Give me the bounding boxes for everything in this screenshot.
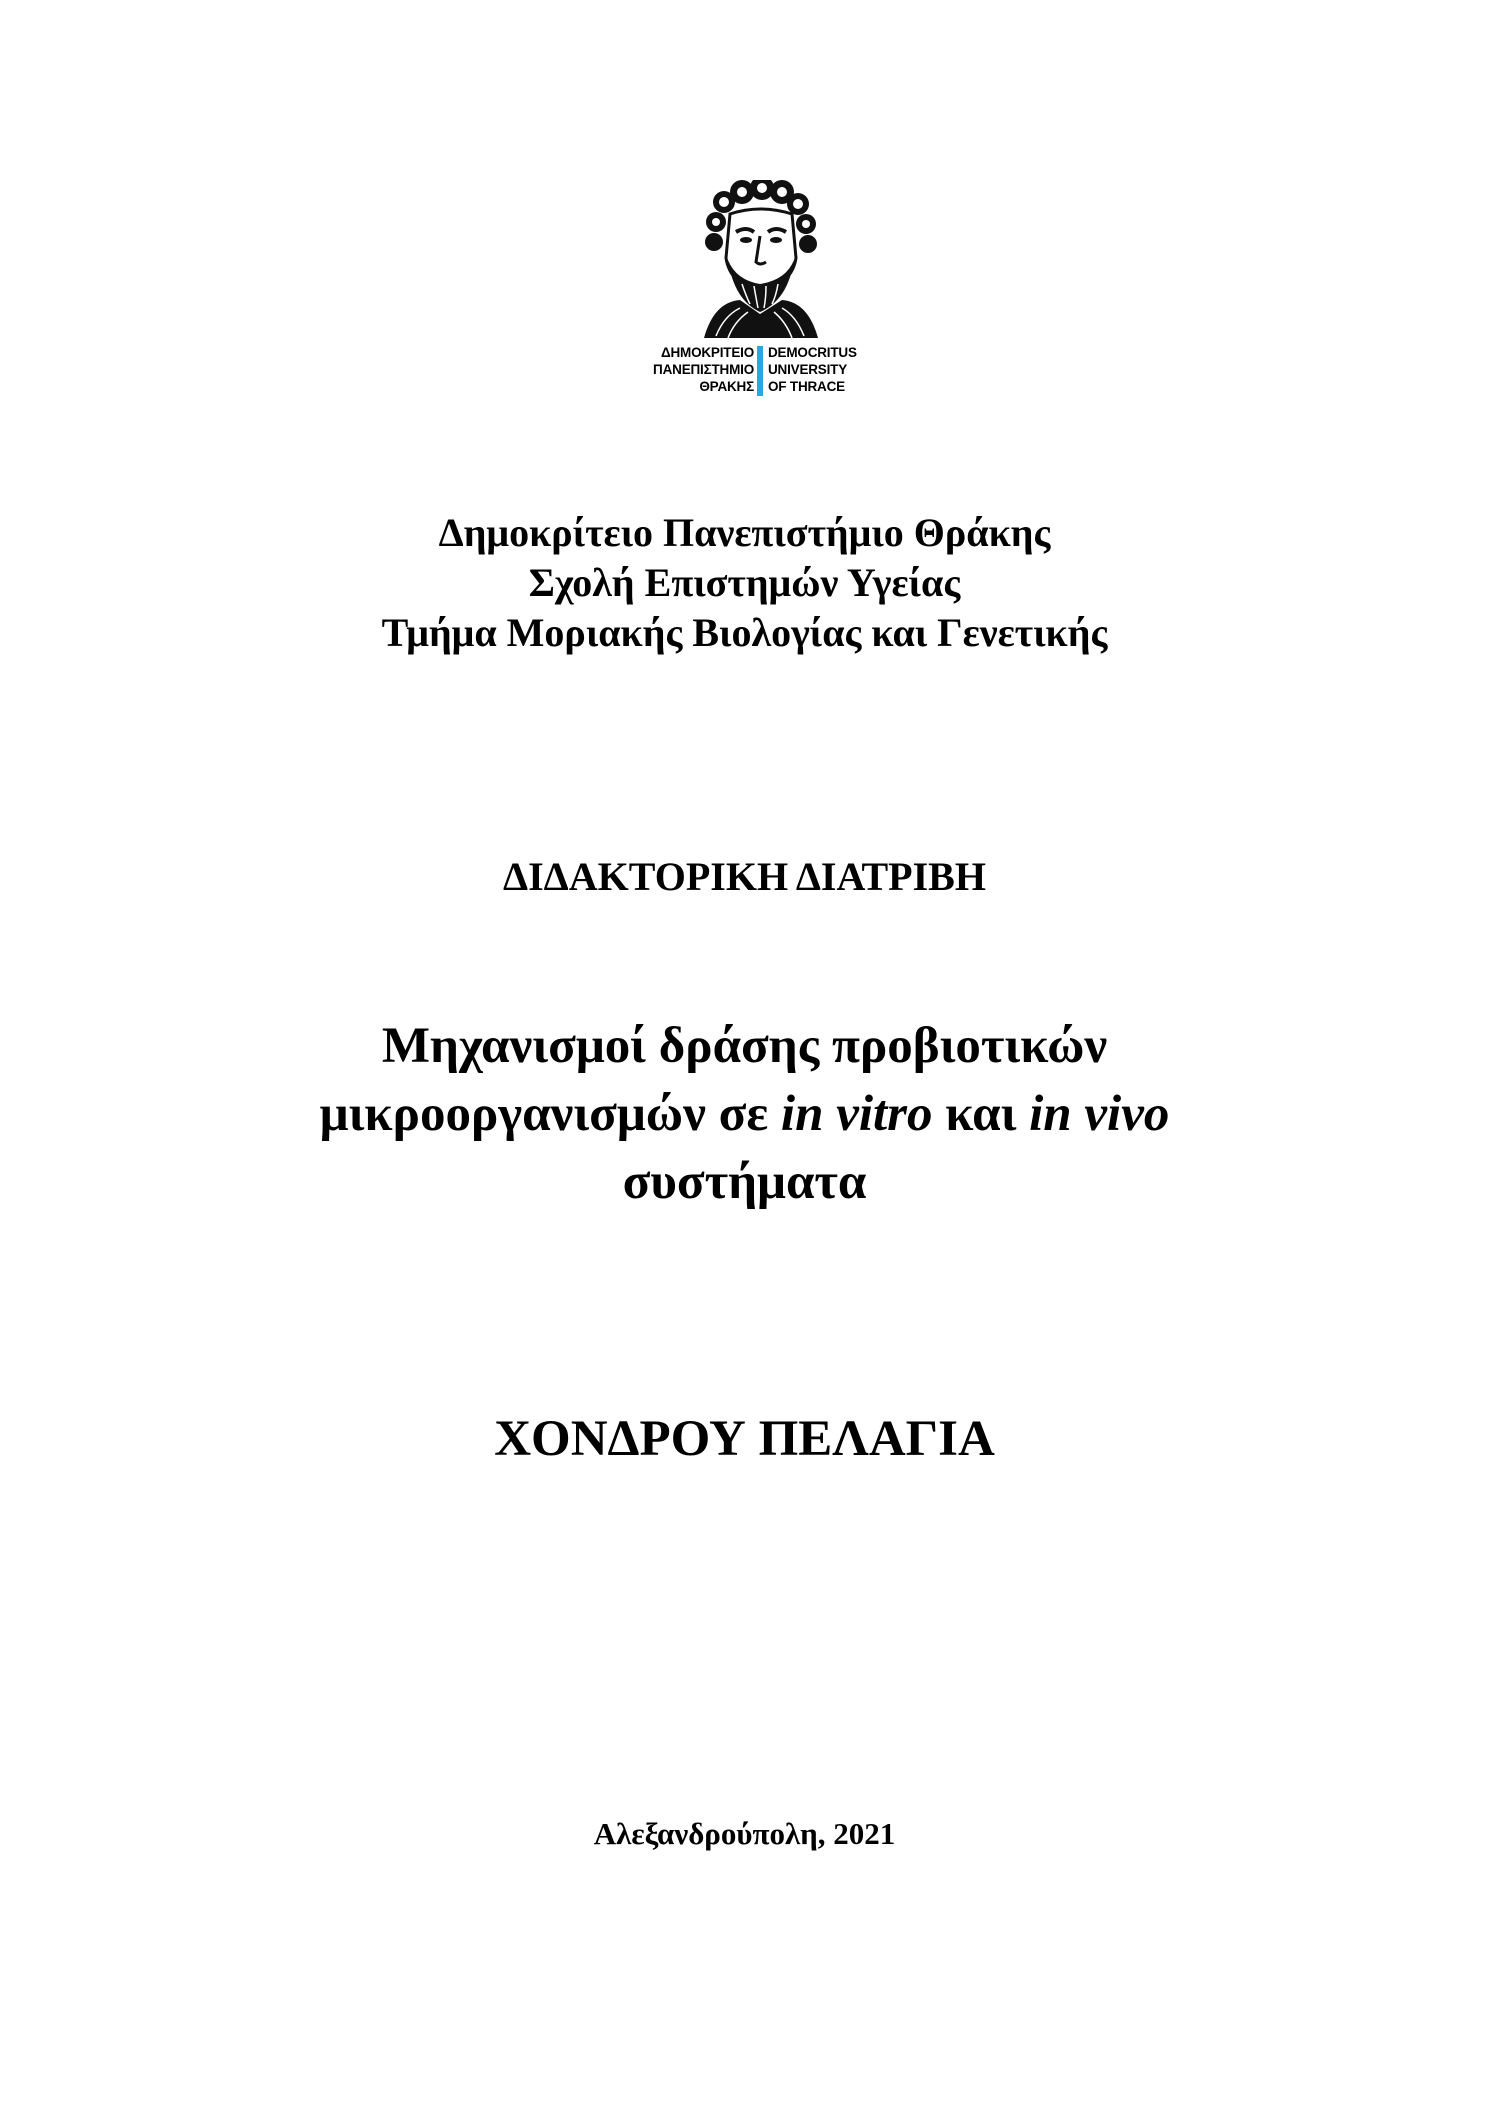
university-name: Δημοκρίτειο Πανεπιστήμιο Θράκης [438, 510, 1051, 555]
logo-greek-name [653, 344, 754, 395]
title-line-2 [0, 1080, 1489, 1148]
logo-english-line: DEMOCRITUS [768, 345, 857, 360]
thesis-type: ΔΙΔΑΚΤΟΡΙΚΗ ΔΙΑΤΡΙΒΗ [503, 854, 986, 899]
title-line-2-text: μικροοργανισμών σε [319, 1086, 781, 1142]
title-line-1: Μηχανισμοί δράσης προβιοτικών [381, 1018, 1108, 1074]
democritus-bust-icon [694, 180, 826, 338]
school-name: Σχολή Επιστημών Υγείας [528, 560, 961, 605]
title-italic-in-vivo: in vivo [1029, 1086, 1170, 1142]
title-line-3: συστήματα [622, 1154, 867, 1210]
institution-block [0, 508, 1489, 658]
logo-greek-line: ΠΑΝΕΠΙΣΤΗΜΙΟ [653, 362, 754, 377]
author-name: ΧΟΝΔΡΟΥ ΠΕΛΑΓΙΑ [494, 1411, 995, 1467]
university-logo [640, 180, 880, 405]
logo-greek-line: ΔΗΜΟΚΡΙΤΕΙΟ [660, 345, 754, 360]
title-italic-in-vitro: in vitro [780, 1086, 933, 1142]
logo-divider-bar [757, 346, 763, 396]
logo-english-line: UNIVERSITY [768, 362, 848, 377]
logo-wordmark [640, 344, 880, 400]
logo-english-line: OF THRACE [768, 379, 845, 394]
department-name: Τμήμα Μοριακής Βιολογίας και Γενετικής [381, 610, 1108, 655]
thesis-title [0, 1012, 1489, 1216]
title-line-2-text: και [932, 1086, 1030, 1142]
logo-greek-line: ΘΡΑΚΗΣ [699, 379, 754, 394]
logo-english-name [768, 344, 857, 395]
place-and-date: Αλεξανδρούπολη, 2021 [593, 1816, 896, 1851]
